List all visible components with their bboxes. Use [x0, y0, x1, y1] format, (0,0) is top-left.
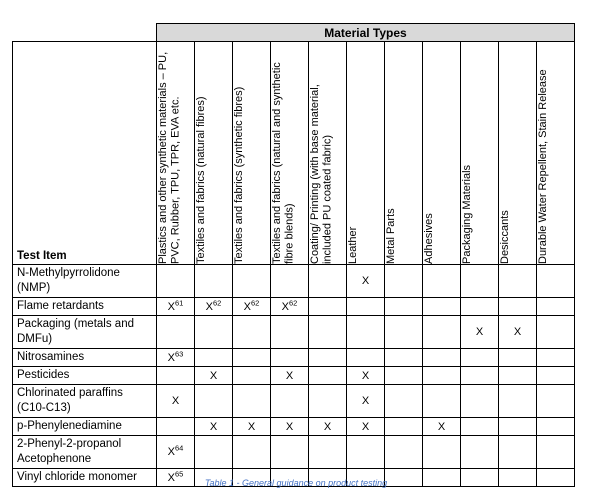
table-row [13, 367, 575, 385]
footnote-ref: 61 [175, 297, 184, 307]
table-row [13, 298, 575, 316]
applicability-cell [499, 436, 537, 469]
test-item-label: Vinyl chloride monomer [13, 469, 157, 487]
applicability-mark: X [437, 420, 446, 433]
applicability-cell [537, 418, 575, 436]
applicability-mark: X [167, 300, 175, 313]
applicability-cell [309, 298, 347, 316]
applicability-cell [195, 316, 233, 349]
test-item-label: Packaging (metals and DMFu) [13, 316, 157, 349]
applicability-cell [233, 418, 271, 436]
applicability-cell [195, 265, 233, 298]
applicability-mark: X [281, 300, 289, 313]
applicability-cell [537, 349, 575, 367]
material-types-header: Material Types [157, 24, 575, 42]
table-caption: Table 1 - General guidance on product testing [204, 478, 388, 488]
applicability-cell [537, 298, 575, 316]
column-header [195, 42, 233, 265]
applicability-mark: X [243, 300, 251, 313]
applicability-cell [271, 349, 309, 367]
column-header [309, 42, 347, 265]
applicability-cell [461, 418, 499, 436]
applicability-cell [157, 367, 195, 385]
applicability-cell [271, 385, 309, 418]
applicability-cell [347, 436, 385, 469]
applicability-cell [157, 316, 195, 349]
column-header-label: Durable Water Repellent, Stain Release [537, 69, 549, 264]
column-header-label: Adhesives [423, 213, 435, 264]
applicability-cell [309, 418, 347, 436]
applicability-cell [423, 367, 461, 385]
applicability-cell [233, 367, 271, 385]
applicability-cell [157, 265, 195, 298]
applicability-cell [385, 316, 423, 349]
column-header-label: Packaging Materials [461, 164, 473, 264]
applicability-mark: X [167, 446, 175, 458]
applicability-cell [195, 298, 233, 316]
applicability-cell [157, 298, 195, 316]
applicability-cell [385, 298, 423, 316]
column-header [537, 42, 575, 265]
applicability-cell [347, 367, 385, 385]
column-header [461, 42, 499, 265]
column-header [233, 42, 271, 265]
product-testing-table [12, 23, 575, 487]
column-header-label: Desiccants [499, 210, 511, 264]
applicability-cell [233, 385, 271, 418]
applicability-cell [385, 385, 423, 418]
column-header [347, 42, 385, 265]
applicability-cell [271, 298, 309, 316]
applicability-cell [347, 316, 385, 349]
test-item-label: p-Phenylenediamine [13, 418, 157, 436]
applicability-mark: X [205, 300, 213, 313]
applicability-cell [423, 265, 461, 298]
column-header [271, 42, 309, 265]
applicability-mark: X [475, 326, 484, 338]
applicability-cell [385, 367, 423, 385]
applicability-cell [461, 385, 499, 418]
footnote-ref: 62 [289, 297, 298, 307]
table-row [13, 349, 575, 367]
test-item-label: N-Methylpyrrolidone (NMP) [13, 265, 157, 298]
applicability-cell [157, 436, 195, 469]
applicability-mark: X [209, 420, 218, 433]
applicability-cell [423, 436, 461, 469]
applicability-cell [309, 265, 347, 298]
applicability-cell [499, 367, 537, 385]
applicability-cell [309, 316, 347, 349]
applicability-cell [537, 436, 575, 469]
applicability-cell [461, 349, 499, 367]
table-row [13, 418, 575, 436]
applicability-mark: X [361, 369, 370, 382]
applicability-cell [157, 349, 195, 367]
table-row [13, 385, 575, 418]
applicability-cell [461, 265, 499, 298]
applicability-cell [233, 265, 271, 298]
applicability-cell [309, 367, 347, 385]
applicability-cell [423, 349, 461, 367]
applicability-cell [233, 298, 271, 316]
applicability-cell [347, 349, 385, 367]
column-header-label: Leather [347, 226, 359, 264]
applicability-cell [537, 265, 575, 298]
column-header-label: Coating/ Printing (with base material, included PU coated fabric) [309, 84, 334, 264]
applicability-cell [271, 418, 309, 436]
applicability-cell [537, 316, 575, 349]
applicability-cell [347, 385, 385, 418]
applicability-mark: X [285, 420, 294, 433]
column-header [423, 42, 461, 265]
applicability-cell [195, 349, 233, 367]
applicability-cell [347, 298, 385, 316]
applicability-cell [347, 418, 385, 436]
applicability-cell [461, 298, 499, 316]
applicability-cell [385, 349, 423, 367]
applicability-cell [233, 436, 271, 469]
applicability-cell [309, 349, 347, 367]
footnote-ref: 62 [251, 297, 260, 307]
applicability-cell [423, 418, 461, 436]
table-row [13, 436, 575, 469]
applicability-cell [271, 316, 309, 349]
test-item-label: 2-Phenyl-2-propanol Acetophenone [13, 436, 157, 469]
applicability-cell [461, 316, 499, 349]
applicability-cell [309, 436, 347, 469]
applicability-cell [157, 418, 195, 436]
applicability-cell [271, 436, 309, 469]
applicability-cell [309, 385, 347, 418]
applicability-cell [499, 418, 537, 436]
applicability-mark: X [167, 351, 175, 364]
applicability-cell [537, 385, 575, 418]
applicability-mark: X [361, 275, 370, 287]
applicability-cell [423, 385, 461, 418]
applicability-cell [195, 385, 233, 418]
applicability-mark: X [513, 326, 522, 338]
applicability-cell [195, 436, 233, 469]
applicability-mark: X [323, 420, 332, 433]
applicability-mark: X [209, 369, 218, 382]
applicability-cell [233, 316, 271, 349]
column-header-label: Textiles and fabrics (synthetic fibres) [233, 86, 245, 264]
applicability-cell [195, 367, 233, 385]
applicability-cell [499, 385, 537, 418]
test-item-label: Pesticides [13, 367, 157, 385]
applicability-cell [271, 265, 309, 298]
applicability-cell [233, 349, 271, 367]
table-row [13, 316, 575, 349]
applicability-mark: X [285, 369, 294, 382]
test-item-label: Nitrosamines [13, 349, 157, 367]
footnote-ref: 63 [175, 348, 184, 358]
column-header-label: Textiles and fabrics (natural fibres) [195, 96, 207, 264]
applicability-mark: X [247, 420, 256, 433]
table-row [13, 265, 575, 298]
column-header [385, 42, 423, 265]
applicability-cell [385, 418, 423, 436]
column-header [499, 42, 537, 265]
footnote-ref: 65 [175, 468, 184, 478]
applicability-cell [347, 265, 385, 298]
test-item-label: Chlorinated paraffins (C10-C13) [13, 385, 157, 418]
applicability-mark: X [361, 395, 370, 407]
column-header-label: Metal Parts [385, 208, 397, 264]
test-item-label: Flame retardants [13, 298, 157, 316]
applicability-cell [461, 367, 499, 385]
applicability-cell [195, 418, 233, 436]
applicability-cell [537, 367, 575, 385]
applicability-cell [385, 436, 423, 469]
applicability-mark: X [167, 471, 175, 484]
applicability-cell [423, 316, 461, 349]
applicability-mark: X [361, 420, 370, 433]
applicability-cell [423, 298, 461, 316]
column-header-label: Textiles and fabrics (natural and synthetic fibre blends) [271, 62, 296, 264]
applicability-mark: X [171, 395, 180, 407]
footnote-ref: 64 [175, 443, 184, 453]
footnote-ref: 62 [213, 297, 222, 307]
applicability-cell [499, 349, 537, 367]
applicability-cell [271, 367, 309, 385]
test-item-header: Test Item [13, 42, 157, 265]
column-header [157, 42, 195, 265]
applicability-cell [499, 265, 537, 298]
column-header-label: Plastics and other synthetic materials – PU, PVC, Rubber, TPU, TPR, EVA etc. [157, 51, 182, 264]
applicability-cell [499, 298, 537, 316]
corner-blank [13, 24, 157, 42]
applicability-cell [461, 436, 499, 469]
applicability-cell [385, 265, 423, 298]
applicability-cell [157, 385, 195, 418]
applicability-cell [499, 316, 537, 349]
